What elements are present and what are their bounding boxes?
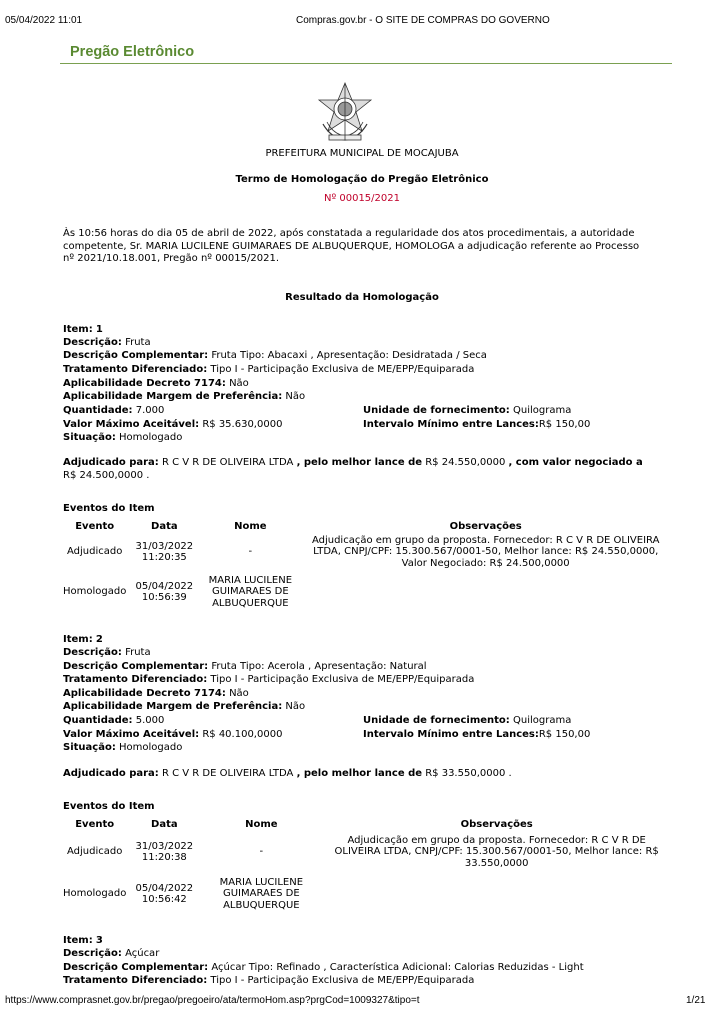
field-label: Valor Máximo Aceitável:	[63, 729, 200, 740]
item-tratamento: Tipo I - Participação Exclusiva de ME/EPP/Equiparada	[210, 364, 475, 375]
page-title: Pregão Eletrônico	[70, 44, 195, 60]
title-divider	[60, 63, 672, 64]
field-label: Valor Máximo Aceitável:	[63, 419, 200, 430]
result-heading: Resultado da Homologação	[285, 292, 439, 303]
event-name: MARIA LUCILENE GUIMARAES DE ALBUQUERQUE	[208, 574, 293, 609]
table-row	[63, 534, 673, 570]
item-label: Item:	[63, 324, 93, 335]
item-margem: Não	[285, 391, 306, 402]
event-name: -	[259, 846, 264, 858]
item-valor-max: R$ 35.630,0000	[202, 419, 283, 430]
field-label: , com valor negociado a	[508, 457, 643, 468]
item-descricao: Fruta	[125, 647, 151, 658]
col-evento: Evento	[75, 521, 115, 532]
intro-line: competente, Sr. MARIA LUCILENE GUIMARAES DE ALBUQUERQUE, HOMOLOGA a adjudicação referente ao Processo	[63, 240, 640, 252]
item-valor-max: R$ 40.100,0000	[202, 729, 283, 740]
item-label: Item:	[63, 634, 93, 645]
item-number: 3	[95, 935, 103, 946]
item-tratamento: Tipo I - Participação Exclusiva de ME/EPP/Equiparada	[210, 975, 475, 986]
item-number: 1	[95, 324, 103, 335]
field-label: Quantidade:	[63, 715, 133, 726]
item-valor-negociado: R$ 24.500,0000 .	[63, 470, 150, 481]
intro-line: Às 10:56 horas do dia 05 de abril de 2022, após constatada a regularidade dos atos procedimentais, a autoridade	[63, 228, 635, 239]
col-nome: Nome	[234, 521, 267, 532]
field-label: Situação:	[63, 432, 116, 443]
field-label: Intervalo Mínimo entre Lances:	[363, 729, 539, 740]
event-date: 31/03/2022 11:20:38	[135, 840, 194, 863]
intro-paragraph	[63, 228, 639, 266]
field-label: Aplicabilidade Margem de Preferência:	[63, 391, 283, 402]
document-number: Nº 00015/2021	[323, 193, 400, 204]
events-title: Eventos do Item	[63, 801, 155, 812]
field-label: Tratamento Diferenciado:	[63, 674, 208, 685]
organization-name: PREFEITURA MUNICIPAL DE MOCAJUBA	[265, 148, 459, 159]
event-type: Homologado	[63, 888, 127, 900]
item-descricao: Açúcar	[125, 948, 160, 959]
item-quantidade: 5.000	[135, 715, 165, 726]
item-unidade: Quilograma	[512, 405, 572, 416]
item-tratamento: Tipo I - Participação Exclusiva de ME/EPP/Equiparada	[210, 674, 475, 685]
events-title: Eventos do Item	[63, 503, 155, 514]
item-situacao: Homologado	[119, 432, 183, 443]
item-melhor-lance: R$ 33.550,0000 .	[425, 768, 512, 779]
field-label: Aplicabilidade Decreto 7174:	[63, 688, 226, 699]
col-data: Data	[151, 521, 178, 532]
print-datetime: 05/04/2022 11:01	[5, 15, 83, 26]
event-observations	[298, 570, 673, 614]
item-decreto: Não	[229, 378, 249, 389]
field-label: Intervalo Mínimo entre Lances:	[363, 419, 539, 430]
item-melhor-lance: R$ 24.550,0000	[425, 457, 506, 468]
intro-line: nº 2021/10.18.001, Pregão nº 00015/2021.	[63, 253, 280, 265]
col-observacoes: Observações	[460, 819, 533, 830]
event-date: 05/04/2022 10:56:39	[135, 580, 194, 603]
event-observations	[320, 872, 673, 916]
events-table	[63, 817, 673, 916]
event-date: 05/04/2022 10:56:42	[135, 882, 194, 905]
field-label: Unidade de fornecimento:	[363, 715, 510, 726]
table-row	[63, 872, 673, 916]
field-label: , pelo melhor lance de	[296, 457, 423, 468]
col-evento: Evento	[75, 819, 115, 830]
item-fornecedor: R C V R DE OLIVEIRA LTDA	[162, 768, 294, 779]
event-type: Homologado	[63, 586, 127, 598]
field-label: Tratamento Diferenciado:	[63, 975, 208, 986]
coat-of-arms-emblem	[313, 80, 377, 144]
field-label: Descrição:	[63, 337, 122, 348]
field-label: Quantidade:	[63, 405, 133, 416]
item-intervalo: R$ 150,00	[538, 419, 591, 430]
event-observations: Adjudicação em grupo da proposta. Fornecedor: R C V R DE OLIVEIRA LTDA, CNPJ/CPF: 15.300.567/0001-50, Melhor lance: R$ 33.550,0000	[334, 834, 659, 869]
item-desc-comp: Fruta Tipo: Abacaxi , Apresentação: Desidratada / Seca	[211, 350, 487, 361]
item-fornecedor: R C V R DE OLIVEIRA LTDA	[162, 457, 294, 468]
item-label: Item:	[63, 935, 93, 946]
item-unidade: Quilograma	[512, 715, 572, 726]
event-type: Adjudicado	[66, 546, 123, 558]
footer-page-number: 1/21	[686, 995, 706, 1006]
field-label: , pelo melhor lance de	[296, 768, 423, 779]
col-nome: Nome	[245, 819, 278, 830]
field-label: Aplicabilidade Decreto 7174:	[63, 378, 226, 389]
item-margem: Não	[285, 701, 306, 712]
event-observations: Adjudicação em grupo da proposta. Fornecedor: R C V R DE OLIVEIRA LTDA, CNPJ/CPF: 15.300.567/0001-50, Melhor lance: R$ 24.550,0000, Valor Negociado: R$ 24.500,0000	[311, 534, 660, 569]
item-quantidade: 7.000	[135, 405, 165, 416]
item-desc-comp: Açúcar Tipo: Refinado , Característica Adicional: Calorias Reduzidas - Light	[211, 962, 584, 973]
field-label: Adjudicado para:	[63, 768, 159, 779]
event-type: Adjudicado	[66, 846, 123, 858]
field-label: Situação:	[63, 742, 116, 753]
item-number: 2	[95, 634, 103, 645]
table-row	[63, 832, 673, 872]
item-intervalo: R$ 150,00	[538, 729, 591, 740]
item-decreto: Não	[229, 688, 249, 699]
field-label: Descrição:	[63, 647, 122, 658]
events-table	[63, 519, 673, 614]
print-site-title: Compras.gov.br - O SITE DE COMPRAS DO GOVERNO	[296, 15, 550, 26]
item-descricao: Fruta	[125, 337, 151, 348]
col-data: Data	[151, 819, 178, 830]
col-observacoes: Observações	[449, 521, 522, 532]
field-label: Descrição Complementar:	[63, 661, 209, 672]
item-desc-comp: Fruta Tipo: Acerola , Apresentação: Natural	[211, 661, 427, 672]
field-label: Descrição Complementar:	[63, 350, 209, 361]
event-name: -	[248, 546, 253, 558]
field-label: Descrição:	[63, 948, 122, 959]
item-situacao: Homologado	[119, 742, 183, 753]
footer-url: https://www.comprasnet.gov.br/pregao/pregoeiro/ata/termoHom.asp?prgCod=1009327&tipo=t	[5, 995, 420, 1006]
field-label: Tratamento Diferenciado:	[63, 364, 208, 375]
document-title: Termo de Homologação do Pregão Eletrônico	[235, 174, 489, 185]
event-name: MARIA LUCILENE GUIMARAES DE ALBUQUERQUE	[219, 876, 304, 911]
event-date: 31/03/2022 11:20:35	[135, 540, 194, 563]
field-label: Descrição Complementar:	[63, 962, 209, 973]
field-label: Adjudicado para:	[63, 457, 159, 468]
field-label: Aplicabilidade Margem de Preferência:	[63, 701, 283, 712]
field-label: Unidade de fornecimento:	[363, 405, 510, 416]
table-row	[63, 570, 673, 614]
